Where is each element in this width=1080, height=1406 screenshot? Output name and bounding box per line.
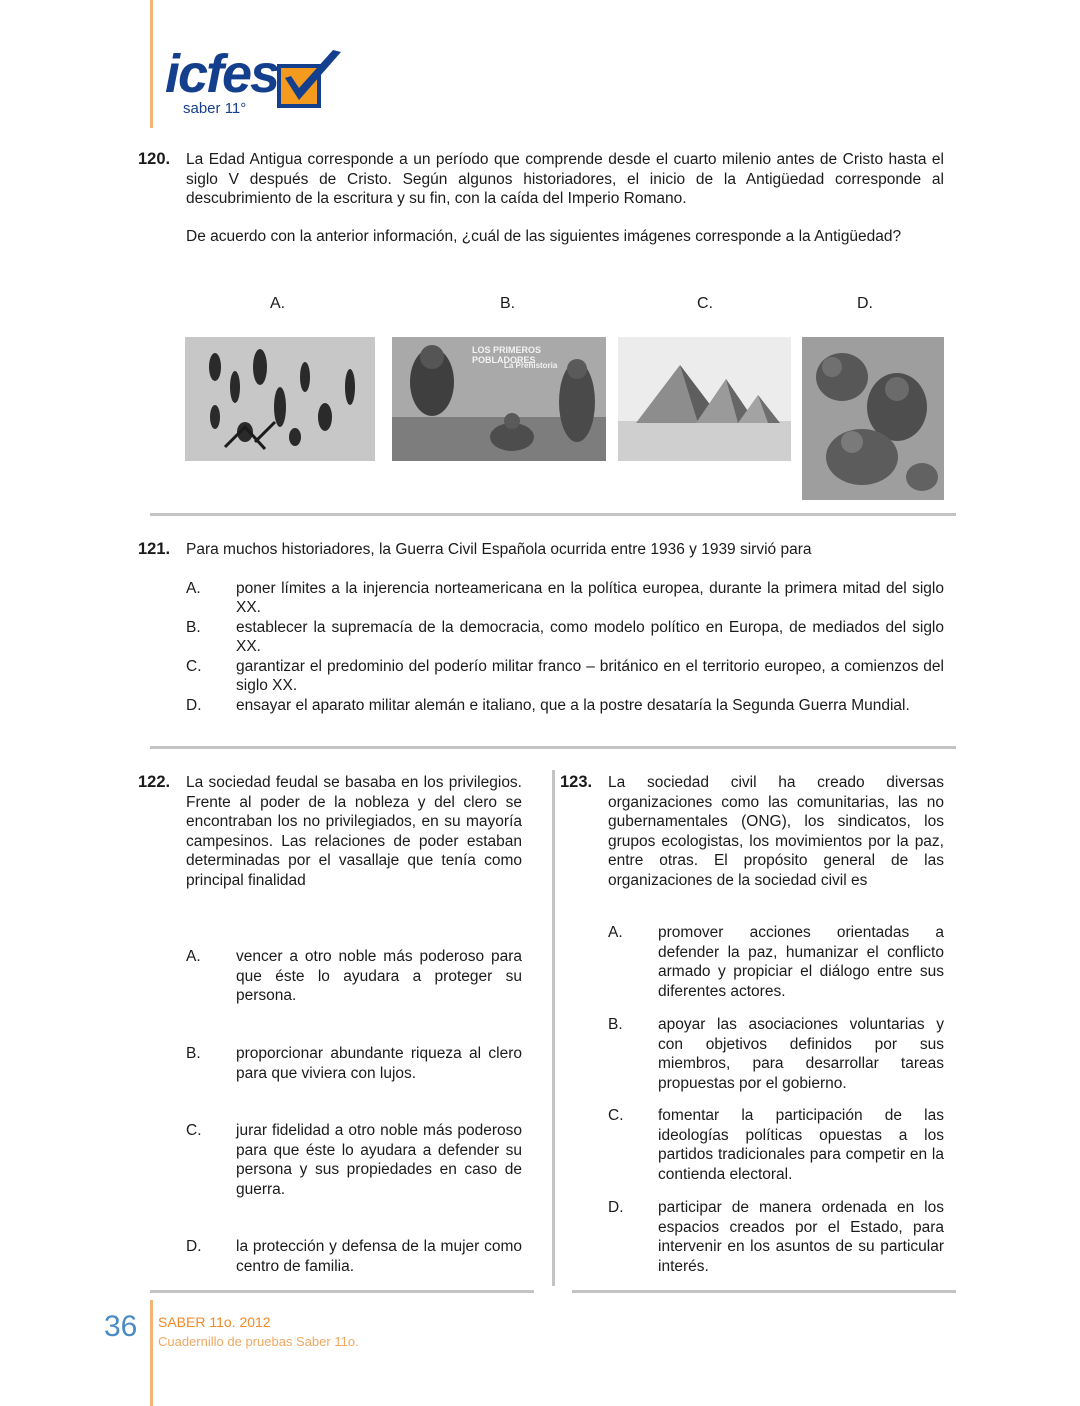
page-number: 36 [104, 1310, 138, 1343]
question-120 [138, 150, 944, 246]
option-text: vencer a otro noble más poderoso para que éste lo ayudara a proteger su persona. [236, 948, 522, 1004]
image-pyramids [618, 337, 791, 461]
image-option-a-label: A. [270, 295, 286, 312]
answer-option-a[interactable] [608, 923, 944, 1001]
answer-option-d[interactable] [608, 1198, 944, 1276]
option-text: establecer la supremacía de la democracia, como modelo político en Europa, de mediados del siglo XX. [236, 618, 944, 655]
divider [150, 746, 956, 749]
image-hominid-group [802, 337, 944, 500]
logo-wordmark: icfes [165, 44, 279, 104]
option-letter: D. [186, 696, 202, 714]
image-cave-painting [185, 337, 375, 461]
question-121 [138, 540, 944, 715]
option-text: participar de manera ordenada en los espacios creados por el Estado, para intervenir en los asuntos de su particular interés. [658, 1199, 944, 1275]
footer-subtitle: Cuadernillo de pruebas Saber 11o. [158, 1334, 359, 1349]
image-option-b-label: B. [500, 295, 516, 312]
option-text: la protección y defensa de la mujer como centro de familia. [236, 1238, 522, 1275]
question-number: 122. [138, 773, 171, 791]
question-text: Para muchos historiadores, la Guerra Civil Española ocurrida entre 1936 y 1939 sirvió para [186, 541, 812, 558]
question-text: La Edad Antigua corresponde a un período que comprende desde el cuarto milenio antes de Cristo hasta el siglo V después de Cristo. Según algunos historiadores, el inicio de la Antigüedad corresponde al descubrimiento de la escritura y su fin, con la caída del Imperio Romano. [186, 151, 944, 207]
divider [572, 1290, 956, 1293]
option-letter: D. [186, 1238, 202, 1255]
option-text: proporcionar abundante riqueza al clero para que viviera con lujos. [236, 1045, 522, 1082]
answer-option-b[interactable] [186, 618, 944, 657]
question-number: 121. [138, 540, 171, 558]
question-number: 123. [560, 773, 593, 791]
question-text: La sociedad feudal se basaba en los privilegios. Frente al poder de la nobleza y del clero se encontraban los no privilegiados, en su mayoría campesinos. Las relaciones de poder estaban determinadas por el vasallaje que tenía como principal finalidad [186, 774, 522, 889]
option-letter: C. [186, 657, 202, 675]
option-text: jurar fidelidad a otro noble más poderoso para que éste lo ayudara a defender su persona y sus propiedades en caso de guerra. [236, 1122, 522, 1198]
option-text: ensayar el aparato militar alemán e italiano, que a la postre desataría la Segunda Guerra Mundial. [236, 696, 910, 714]
option-letter: B. [186, 1045, 201, 1062]
option-letter: B. [186, 618, 201, 636]
logo-subtitle: saber 11° [183, 100, 247, 117]
question-122 [138, 773, 522, 890]
divider [150, 513, 956, 516]
option-letter: A. [608, 924, 623, 941]
icfes-logo [165, 44, 365, 124]
answer-option-c[interactable] [186, 657, 944, 696]
answer-options [186, 579, 944, 716]
option-letter: C. [608, 1107, 624, 1124]
answer-option-c[interactable] [186, 1121, 522, 1199]
divider [150, 1290, 534, 1293]
image-option-c-label: C. [697, 295, 713, 312]
question-123 [560, 773, 944, 890]
column-divider [552, 770, 555, 1286]
option-text: fomentar la participación de las ideologías políticas opuestas a los partidos tradicionales para competir en la contienda electoral. [658, 1107, 944, 1183]
option-text: garantizar el predominio del poderío militar franco – británico en el territorio europeo, a comienzos del siglo XX. [236, 657, 944, 694]
answer-option-a[interactable] [186, 579, 944, 618]
answer-option-d[interactable] [186, 696, 944, 716]
answer-option-a[interactable] [186, 947, 522, 1006]
option-letter: A. [186, 948, 201, 965]
image-caption: LOS PRIMEROS POBLADORES [472, 345, 542, 365]
answer-option-b[interactable] [186, 1044, 522, 1083]
question-prompt: De acuerdo con la anterior información, ¿cuál de las siguientes imágenes corresponde a la Antigüedad? [186, 227, 902, 245]
answer-option-b[interactable] [608, 1015, 944, 1093]
option-letter: B. [608, 1016, 623, 1033]
option-text: promover acciones orientadas a defender la paz, humanizar el conflicto armado y propiciar el diálogo entre sus diferentes actores. [658, 924, 944, 1000]
question-text: La sociedad civil ha creado diversas organizaciones como las comunitarias, las no gubernamentales (ONG), los sindicatos, los grupos ecologistas, los movimientos por la paz, entre otras. El propósito general de las organizaciones de la sociedad civil es [608, 774, 944, 889]
answer-option-d[interactable] [186, 1237, 522, 1276]
option-text: apoyar las asociaciones voluntarias y con objetivos definidos por sus miembros, para desarrollar tareas propuestas por el gobierno. [658, 1016, 944, 1092]
header-orange-rule [150, 0, 153, 128]
image-subcaption: La Prehistoria [504, 361, 558, 370]
checkmark-logo-icon [275, 48, 345, 110]
option-letter: D. [608, 1199, 624, 1216]
image-option-d-label: D. [857, 295, 873, 312]
image-first-settlers [392, 337, 606, 461]
option-letter: C. [186, 1122, 202, 1139]
footer-title: SABER 11o. 2012 [158, 1314, 271, 1330]
question-number: 120. [138, 150, 171, 168]
option-text: poner límites a la injerencia norteamericana en la política europea, durante la primera mitad del siglo XX. [236, 579, 944, 616]
option-letter: A. [186, 579, 201, 597]
footer-orange-rule [150, 1300, 153, 1406]
answer-option-c[interactable] [608, 1106, 944, 1184]
